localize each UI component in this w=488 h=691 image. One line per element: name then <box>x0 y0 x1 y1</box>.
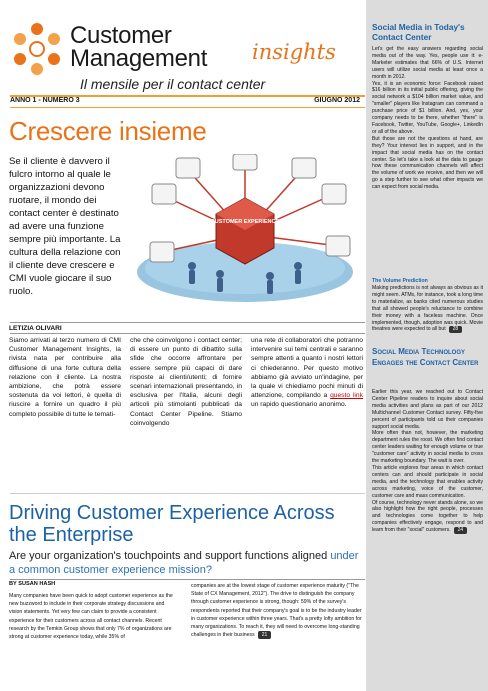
feature-it-byline: LETIZIA OLIVARI <box>9 325 62 332</box>
brand-line2: Management <box>70 45 208 72</box>
byline-rule <box>10 322 365 323</box>
sidebar-page-badge-2[interactable]: 24 <box>454 527 468 534</box>
feature-it-col3-a: una rete di collaboratori che potranno intervenire sui temi centrali e saranno sempre attenti a quanto i nostri lettori ci chiederanno. Per questo motivo abbiamo già avviato un'indagine, per la quale vi chiediamo pochi minuti di attenzione, compilando a <box>251 337 363 400</box>
sidebar-intro-p3: But those are not the questions at hand, are they? Your interest lies in support, and in the impact that social media has on the contact center. So let's take a look at the data to gauge how these communication channels will affect the volume of work we receive, and then we will go a step further to see what other impacts we can expect from social media. <box>372 135 483 191</box>
feature-en-subtitle <box>9 550 364 577</box>
continued-page-badge[interactable]: 21 <box>258 631 272 639</box>
issue-rule <box>10 107 365 108</box>
sidebar-body-p4-text: Of course, technology never stands alone, so we also highlight how the right people, processes and technologies come together to help companies effectively engage, respond to and learn from their "social" customers. <box>372 499 483 534</box>
feature-en-col2 <box>191 582 363 639</box>
masthead <box>0 0 365 92</box>
survey-link[interactable]: questo link <box>330 392 363 400</box>
brand-name <box>70 24 207 70</box>
feature-it-col3-b: un rapido questionario anonimo. <box>251 401 347 409</box>
sidebar-title-1: Social Media in Today's Contact Center <box>372 22 465 42</box>
sidebar-volume-text: Making predictions is not always as obvious as it might seem. ATMs, for instance, took a long time to materialize, as banks cited numerous studies that all showed people's reluctance to combine their money with a faceless machine. Once implemented, though, adoption was quick. Movie theatres were expected to all but <box>372 285 483 333</box>
feature-en-title: Driving Customer Experience Across the Enterprise <box>9 502 335 546</box>
sidebar-intro <box>372 46 483 191</box>
issue-date: GIUGNO 2012 <box>314 97 360 104</box>
sidebar-intro-p1: Let's get the easy answers regarding social media out of the way. Yes, people use it: e-Marketer estimates that 66% of U.S. Internet users will utilize social media at least once a month in 2012. <box>372 46 483 80</box>
sidebar-body-p1: Earlier this year, we reached out to Contact Center Pipeline readers to inquire about social media activities and plans as part of our 2012 Multichannel Customer Contact survey. Fifty-five percent of participants told us their companies support social media. <box>372 389 483 430</box>
feature-it-col1: Siamo arrivati al terzo numero di CMI Customer Management Insights, la rivista nata per contribuire alla diffusione di una forte cultura della relazione con il cliente. La nostra ambizione, che potrà essere sostenuta da voi lettori, è quella di riuscire a fornire un quadro il più completo possibile di tutte le temati- <box>9 337 121 418</box>
feature-en-col2-text: companies are at the lowest stage of customer experience maturity ("The State of CX Management, 2012"). The drive to distinguish the company through customer experience is strong, though: 59% of the survey's respondents reported that their company's goal is to be the industry leader in customer experience within three years. That's a pretty lofty ambition for many organizations. To reach it, they will need to overcome long-standing challenges in their business <box>191 583 362 639</box>
sidebar-title-2: Social Media Technology Engages the Contact Center <box>372 347 479 367</box>
brand-insights: insights <box>252 40 336 64</box>
sidebar-intro-p2: Yes, it is an economic force: Facebook raised $16 billion in its initial public offering, giving the social network a $104 billion market value, and "smaller" players like Instagram can command a purchase price of $1 billion. And, yes, your company needs to be there, whether "there" is Facebook, Twitter, YouTube, Google+, LinkedIn or all of the above. <box>372 80 483 135</box>
brand-tagline: Il mensile per il contact center <box>80 76 266 92</box>
feature-en-col1: Many companies have been quick to adopt customer experience as the new buzzword to include in their corporate strategy discussions and vision statements. Yet very few can claim to provide a consistent experience for their customers across all contact channels. Recent research by the Temkin Group shows that only 7% of organizations are strong at customer experience today, while 35% of <box>9 593 173 641</box>
sidebar-body-2 <box>372 389 483 534</box>
feature-it-title: Crescere insieme <box>9 116 207 146</box>
brand-logo-icon <box>6 18 68 80</box>
issue-bar <box>10 97 365 104</box>
sidebar-body-p3: This article explores four areas in which contact centers can and should participate in social media, and the technology that enables activity across marketing, voice of the customer, customer care and mass communication. <box>372 464 483 499</box>
sidebar-body-p4 <box>372 500 483 535</box>
customer-experience-graphic <box>128 154 362 312</box>
section-divider <box>10 493 365 494</box>
byline-rule-bottom <box>10 333 365 334</box>
sidebar-body-p2: More often than not, however, the marketing department rules the roost. We often find contact center leaders waiting for enough volume or true "customer care" activity in social media to cross the marketing boundary. The wait is over. <box>372 430 483 465</box>
feature-it-col3 <box>251 336 363 410</box>
graphic-label: CUSTOMER EXPERIENCE <box>210 219 280 225</box>
sidebar-volume <box>372 285 483 333</box>
sidebar-page-badge-1[interactable]: 28 <box>449 326 463 333</box>
subtitle-part2: under a common customer experience mission? <box>9 550 359 576</box>
brand-line1: Customer <box>70 22 172 49</box>
feature-it-col2: che che coinvolgono i contact center; di essere un punto di dibattito sulla sfide che occorre affrontare per essere sempre più capaci di dare risposte ai clienti/utenti; di fornire scenari internazionali presentando, in esclusiva per l'Italia, alcuni degli articoli più stimolanti pubblicati da Contact Center Pipeline. Stiamo coinvolgendo <box>130 337 242 427</box>
en-byline-rule <box>10 579 365 580</box>
sidebar <box>366 0 488 691</box>
feature-en-byline: BY SUSAN HASH <box>9 581 56 587</box>
subtitle-part1: Are your organization's touchpoints and support functions aligned <box>9 550 331 562</box>
issue-number: ANNO 1 - NUMERO 3 <box>10 97 80 104</box>
feature-it-lead: Se il cliente è davvero il fulcro intorno al quale le organizzazioni devono ruotare, il mondo dei contact center è destinato ad avere una funzione sempre più importante. La cultura della relazione con il cliente deve crescere e CMI vuole giocare il suo ruolo. <box>9 156 121 297</box>
sidebar-subhead: The Volume Prediction <box>372 278 428 284</box>
